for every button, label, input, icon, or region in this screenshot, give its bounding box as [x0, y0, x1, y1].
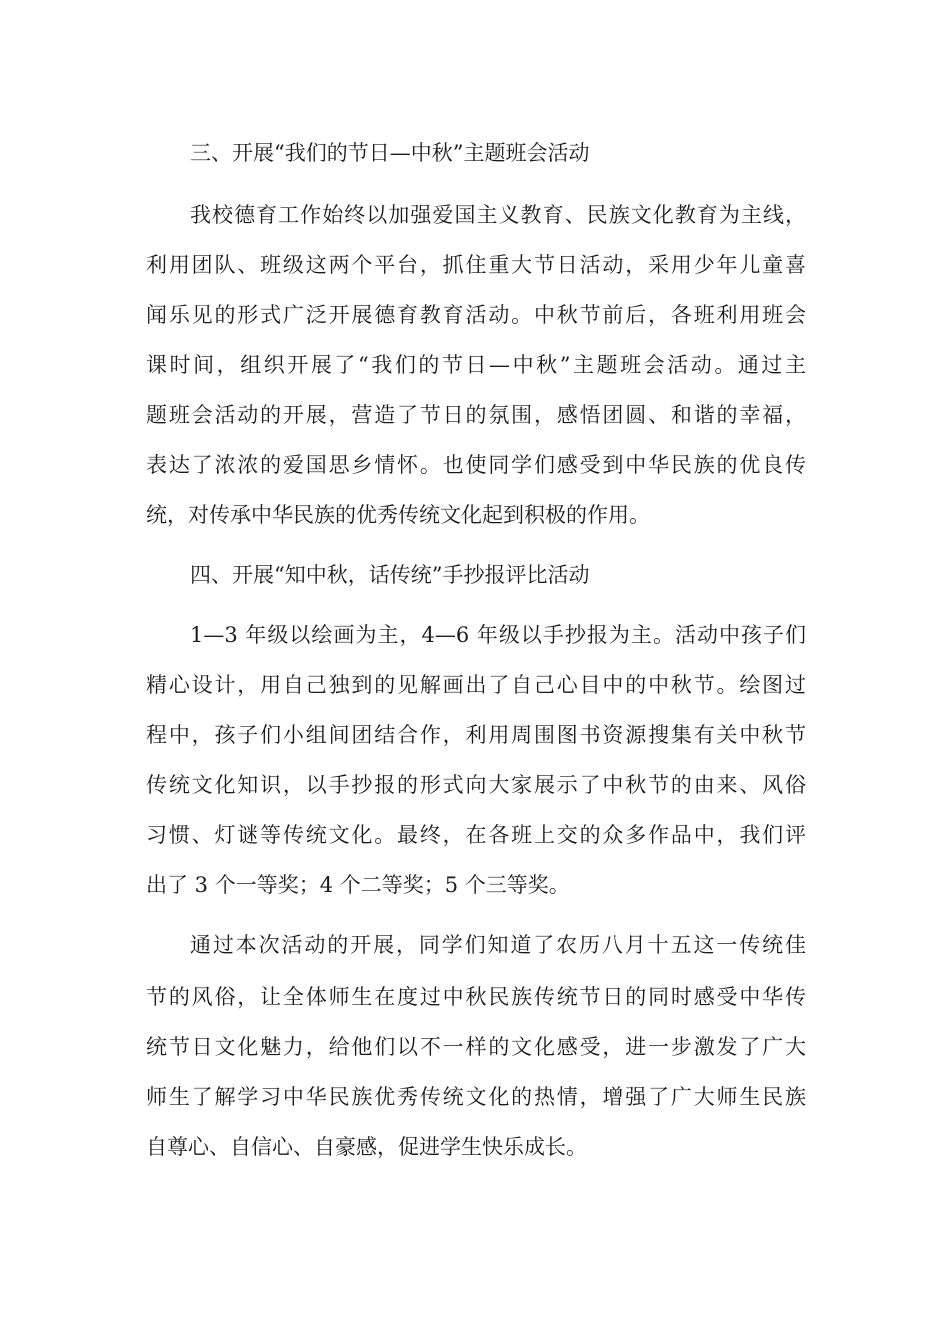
section-3-heading: 三、开展“我们的节日—中秋”主题班会活动	[190, 141, 590, 165]
paragraph-line: 精心设计，用自己独到的见解画出了自己心目中的中秋节。绘图过	[146, 673, 806, 697]
paragraph-line: 程中，孩子们小组间团结合作，利用周围图书资源搜集有关中秋节	[146, 723, 806, 747]
section-4-heading: 四、开展“知中秋，话传统”手抄报评比活动	[190, 563, 590, 587]
paragraph-line: 师生了解学习中华民族优秀传统文化的热情，增强了广大师生民族	[146, 1085, 806, 1109]
paragraph-line: 节的风俗，让全体师生在度过中秋民族传统节日的同时感受中华传	[146, 985, 806, 1009]
paragraph-line: 统节日文化魅力，给他们以不一样的文化感受，进一步激发了广大	[146, 1035, 806, 1059]
paragraph-line: 闻乐见的形式广泛开展德育教育活动。中秋节前后，各班利用班会	[146, 303, 806, 327]
paragraph-line: 我校德育工作始终以加强爱国主义教育、民族文化教育为主线，	[190, 203, 806, 227]
paragraph-line: 自尊心、自信心、自豪感，促进学生快乐成长。	[146, 1135, 587, 1159]
paragraph-line: 利用团队、班级这两个平台，抓住重大节日活动，采用少年儿童喜	[146, 253, 806, 277]
paragraph-line: 表达了浓浓的爱国思乡情怀。也使同学们感受到中华民族的优良传	[146, 453, 806, 477]
paragraph-line: 通过本次活动的开展，同学们知道了农历八月十五这一传统佳	[190, 933, 806, 957]
paragraph-line: 统，对传承中华民族的优秀传统文化起到积极的作用。	[146, 503, 650, 527]
paragraph-line: 课时间，组织开展了“我们的节日—中秋”主题班会活动。通过主	[146, 353, 806, 377]
paragraph-line: 传统文化知识，以手抄报的形式向大家展示了中秋节的由来、风俗	[146, 773, 806, 797]
paragraph-line: 习惯、灯谜等传统文化。最终，在各班上交的众多作品中，我们评	[146, 823, 806, 847]
paragraph-line: 题班会活动的开展，营造了节日的氛围，感悟团圆、和谐的幸福，	[146, 403, 806, 427]
paragraph-line: 出了 3 个一等奖；4 个二等奖；5 个三等奖。	[146, 873, 570, 897]
paragraph-line: 1—3 年级以绘画为主，4—6 年级以手抄报为主。活动中孩子们	[190, 623, 806, 647]
